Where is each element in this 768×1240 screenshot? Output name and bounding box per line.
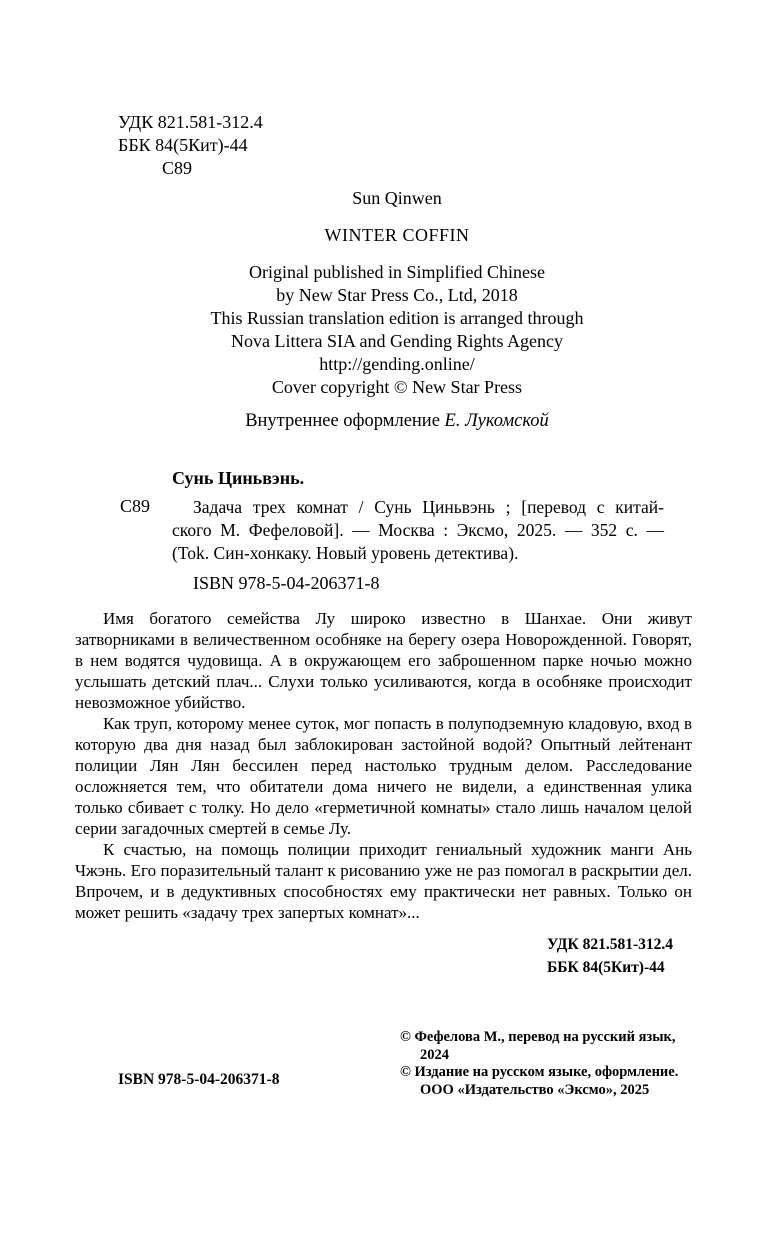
catalog-description-line: ского М. Фефеловой]. — Москва : Эксмо, 2025. — 352 с. —: [172, 520, 664, 540]
design-credit-label: Внутреннее оформление: [245, 411, 445, 431]
catalog-author: Сунь Циньвэнь.: [172, 468, 305, 488]
copyright-line: 2024: [420, 1046, 449, 1063]
title-rights-block: [60, 187, 734, 432]
catalog-isbn: ISBN 978-5-04-206371-8: [193, 573, 380, 593]
annotation-paragraph: Имя богатого семейства Лу широко известно в Шанхае. Они живут затворниками в величественном особняке на берегу озера Новорожденной. Говорят, в нем водятся чудовища. А в окружающем его заброшенном парке ночью можно услышать детский плач... Слухи только усиливаются, когда в особняке происходит невозможное убийство.: [75, 609, 692, 712]
bbk-code: ББК 84(5Кит)-44: [118, 135, 248, 155]
rights-line: Cover copyright © New Star Press: [271, 377, 523, 397]
udk-code-bottom: УДК 821.581-312.4: [547, 936, 673, 953]
annotation-paragraph: К счастью, на помощь полиции приходит гениальный художник манги Ань Чжэнь. Его поразительный талант к рисованию уже не раз помогал в раскрытии дел. Впрочем, и в дедуктивных способностях ему практически нет равных. Только он может решить «задачу трех запертых комнат»...: [75, 840, 692, 922]
author-name-latin: Sun Qinwen: [352, 188, 442, 208]
catalog-description-line: Задача трех комнат / Сунь Циньвэнь ; [перевод с китай-: [193, 497, 664, 517]
annotation: [75, 608, 692, 923]
annotation-paragraph: Как труп, которому менее суток, мог попасть в полуподземную кладовую, вход в которую два дня назад был заблокирован застойной водой? Опытный лейтенант полиции Лян Лян бессилен перед настолько трудным делом. Расследование осложняется тем, что обитатели дома ничего не видели, а единственная улика только сбивает с толку. Но дело «герметичной комнаты» стало лишь началом целой серии загадочных смертей в семье Лу.: [75, 714, 692, 838]
copyright-line: © Фефелова М., перевод на русский язык,: [400, 1029, 676, 1045]
rights-line: Original published in Simplified Chinese: [249, 262, 545, 282]
top-classification-block: [118, 111, 263, 180]
book-title-latin: WINTER COFFIN: [324, 225, 470, 245]
bbk-code-bottom: ББК 84(5Кит)-44: [547, 959, 665, 976]
copyright-block: [400, 1029, 705, 1099]
rights-line: by New Star Press Co., Ltd, 2018: [276, 285, 518, 305]
catalog-description-line: (Tok. Син-хонкаку. Новый уровень детектива).: [172, 543, 519, 563]
udk-code: УДК 821.581-312.4: [118, 112, 263, 132]
rights-statement: [60, 261, 734, 399]
catalog-author-sign: С89: [120, 496, 151, 516]
bottom-classification-block: [547, 933, 673, 979]
author-sign-code: С89: [162, 158, 193, 178]
catalog-description: [172, 496, 664, 565]
copyright-line: © Издание на русском языке, оформление.: [400, 1064, 679, 1080]
copyright-line: ООО «Издательство «Эксмо», 2025: [420, 1081, 650, 1098]
design-credit-name: Е. Лукомской: [444, 411, 549, 431]
rights-line: This Russian translation edition is arranged through: [210, 308, 584, 328]
rights-line-url: http://gending.online/: [319, 354, 475, 374]
footer-isbn: ISBN 978-5-04-206371-8: [118, 1071, 280, 1088]
rights-line: Nova Littera SIA and Gending Rights Agency: [231, 331, 563, 351]
design-credit: [60, 410, 734, 432]
